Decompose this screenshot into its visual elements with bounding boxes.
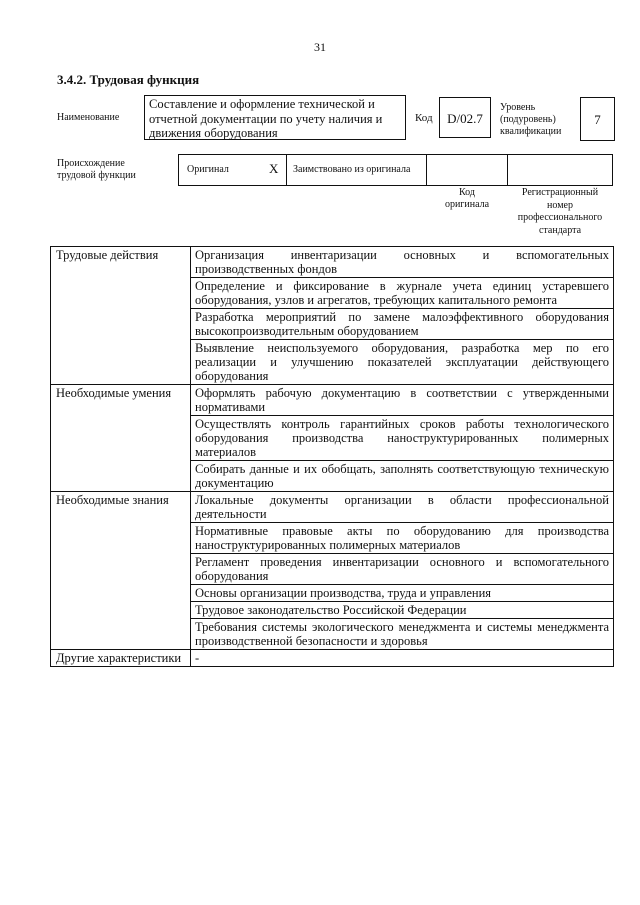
list-item: Разработка мероприятий по замене малоэффективного оборудования высокопроизводительным оборудованием — [191, 309, 613, 340]
list-item: Организация инвентаризации основных и вспомогательных производственных фондов — [191, 247, 613, 278]
origin-label-line-2: трудовой функции — [57, 170, 136, 181]
function-name-box: Составление и оформление технической и отчетной документации по учету наличия и движения оборудования — [144, 95, 406, 140]
list-item: Трудовое законодательство Российской Федерации — [191, 602, 613, 619]
table-row — [51, 650, 614, 667]
list-item: - — [195, 651, 200, 665]
list-item: Локальные документы организации в области профессиональной деятельности — [191, 492, 613, 523]
borrowed-label: Заимствовано из оригинала — [293, 164, 411, 175]
registration-caption-line-3: профессионального — [517, 212, 603, 223]
code-label: Код — [415, 112, 433, 124]
list-item: Регламент проведения инвентаризации основного и вспомогательного оборудования — [191, 554, 613, 585]
row-label: Необходимые знания — [51, 492, 191, 650]
row-items — [191, 385, 614, 492]
registration-caption-line-2: номер — [547, 199, 573, 211]
list-item: Нормативные правовые акты по оборудованию для производства наноструктурированных полимерных материалов — [191, 523, 613, 554]
list-item: Определение и фиксирование в журнале учета единиц устаревшего оборудования, узлов и агрегатов, требующих капитального ремонта — [191, 278, 613, 309]
original-mark: X — [269, 161, 279, 176]
origin-row — [178, 154, 613, 186]
row-items — [191, 492, 614, 650]
table-row — [51, 492, 614, 650]
page-number: 31 — [314, 40, 326, 54]
list-item: Требования системы экологического менеджмента и системы менеджмента производственной безопасности и здоровья — [195, 620, 609, 648]
row-label: Трудовые действия — [51, 247, 191, 385]
original-code-cell — [426, 155, 507, 185]
list-item: Осуществлять контроль гарантийных сроков работы технологического оборудования производства наноструктурированных полимерных материалов — [191, 416, 613, 461]
level-label-line-3: квалификации — [500, 126, 562, 137]
original-code-caption-line-1: Код — [459, 187, 475, 198]
row-items — [191, 247, 614, 385]
row-label: Необходимые умения — [51, 385, 191, 492]
list-item: Основы организации производства, труда и управления — [191, 585, 613, 602]
section-title: 3.4.2. Трудовая функция — [57, 72, 200, 87]
registration-number-cell — [507, 155, 613, 185]
registration-caption-line-4: стандарта — [538, 224, 582, 236]
table-row — [51, 247, 614, 385]
function-code-box: D/02.7 — [439, 97, 491, 138]
level-label-line-2: (подуровень) — [500, 114, 556, 125]
function-details-body — [51, 247, 614, 667]
row-items — [191, 650, 614, 667]
list-item: Собирать данные и их обобщать, заполнять соответствующую техническую документацию — [195, 462, 609, 490]
level-label — [500, 102, 561, 138]
original-label: Оригинал — [187, 164, 229, 175]
level-value-box: 7 — [580, 97, 615, 141]
table-row — [51, 385, 614, 492]
registration-number-caption — [507, 187, 613, 237]
list-item: Оформлять рабочую документацию в соответствии с утвержденными нормативами — [191, 385, 613, 416]
borrowed-cell — [286, 155, 426, 185]
level-label-line-1: Уровень — [500, 102, 536, 113]
origin-label — [57, 158, 136, 182]
list-item: Выявление неиспользуемого оборудования, разработка мер по его реализации и улучшению показателей эксплуатации действующего оборудования — [195, 341, 609, 383]
registration-caption-line-1: Регистрационный — [521, 187, 599, 198]
original-cell — [178, 155, 286, 185]
original-code-caption — [436, 187, 498, 211]
name-label: Наименование — [57, 112, 120, 123]
origin-label-line-1: Происхождение — [57, 158, 125, 169]
original-code-caption-line-2: оригинала — [444, 199, 490, 210]
function-details-table — [50, 246, 614, 667]
row-label: Другие характеристики — [51, 650, 191, 667]
